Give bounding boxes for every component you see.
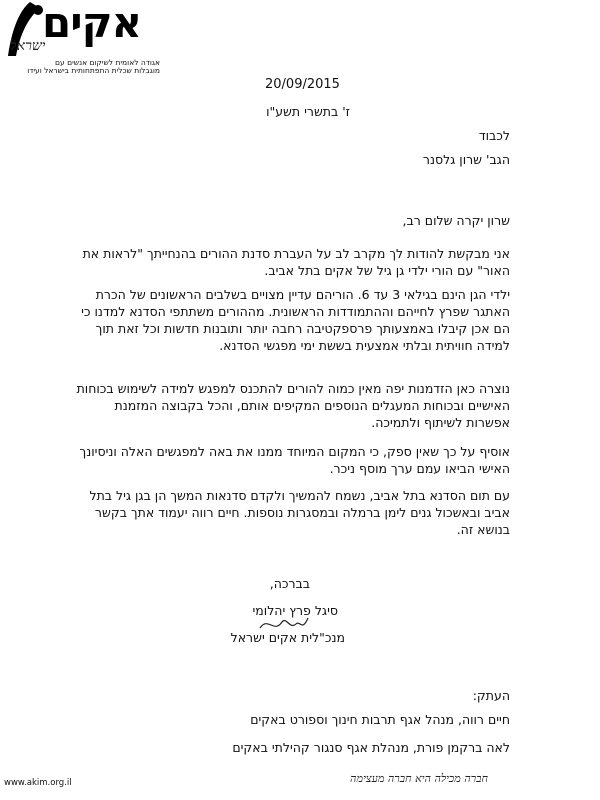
logo-tagline-line-1: אגודה לאומית לשיקום אנשים עם xyxy=(55,58,160,67)
logo-wordmark: אקים xyxy=(42,0,142,47)
closing: בברכה, xyxy=(269,576,310,591)
signer-title: מנכ"לית אקים ישראל xyxy=(230,630,345,645)
signer-name: סיגל פרץ יהלומי xyxy=(252,603,338,618)
letter-date: 20/09/2015 xyxy=(265,77,340,92)
greeting: שרון יקרה שלום רב, xyxy=(402,213,510,228)
paragraph-3: נוצרה כאן הזדמנות יפה מאין כמוה להורים להתכנס למפגש למידה לשימוש בכוחות האישיים ובכוחות המעגלים הנוספים המקיפים אותם, והכל בקבוצה המזמנת אפשרות לשיתוף ולתמיכה. xyxy=(76,381,510,430)
paragraph-1: אני מבקשת להודות לך מקרב לב על העברת סדנת ההורים בהנחייתך "לראות את האור" עם הורי ילדי גן גיל של אקים בתל אביב. xyxy=(82,246,510,278)
footer-website: www.akim.org.il xyxy=(4,778,72,788)
paragraph-4: אוסיף על כך שאין ספק, כי המקום המיוחד ממנו את באה למפגשים האלה וניסיונך האישי הביאו עמם ערך מוסף ניכר. xyxy=(79,444,510,476)
logo-script-text: ישראל xyxy=(10,38,46,54)
paragraph-5: עם תום הסדנא בתל אביב, נשמח להמשיך ולקדם סדנאות המשך הן בגן גיל בתל אביב ובאשכול גנים לימן ברמלה ובמסגרות נוספות. חיים רווה יעמוד אתך בקשר בנושא זה. xyxy=(89,488,510,537)
paragraph-2: ילדי הגן הינם בגילאי 3 עד 6. הוריהם עדיין מצויים בשלבים הראשונים של הכרת האתגר שפרץ לחייהם וההתמודדות הראשונית. מההורים משתתפי הסדנא למדנו כי הם אכן קיבלו באמצעותך פרספקטיבה רחבה יותר ותובנות חדשות וכל זאת תוך למידה חוויתית ובלתי אמצעית בששת ימי מפגשי הסדנא. xyxy=(81,287,510,353)
cc-label: העתק: xyxy=(472,688,510,703)
cc-entry: חיים רווה, מנהל אגף תרבות חינוך וספורט באקים xyxy=(250,712,510,727)
logo-tagline-line-2: מוגבלות שכלית התפתחותית בישראל ועידו xyxy=(27,66,160,75)
footer-slogan: חברה מכילה היא חברה מעצימה xyxy=(350,772,488,785)
recipient-name: הגב' שרון גלסנר xyxy=(422,152,510,167)
cc-entry: לאה ברקמן פורת, מנהלת אגף סנגור קהילתי באקים xyxy=(232,740,510,755)
to-label: לכבוד xyxy=(478,128,510,143)
hebrew-date: ז' בתשרי תשע"ו xyxy=(266,104,350,119)
